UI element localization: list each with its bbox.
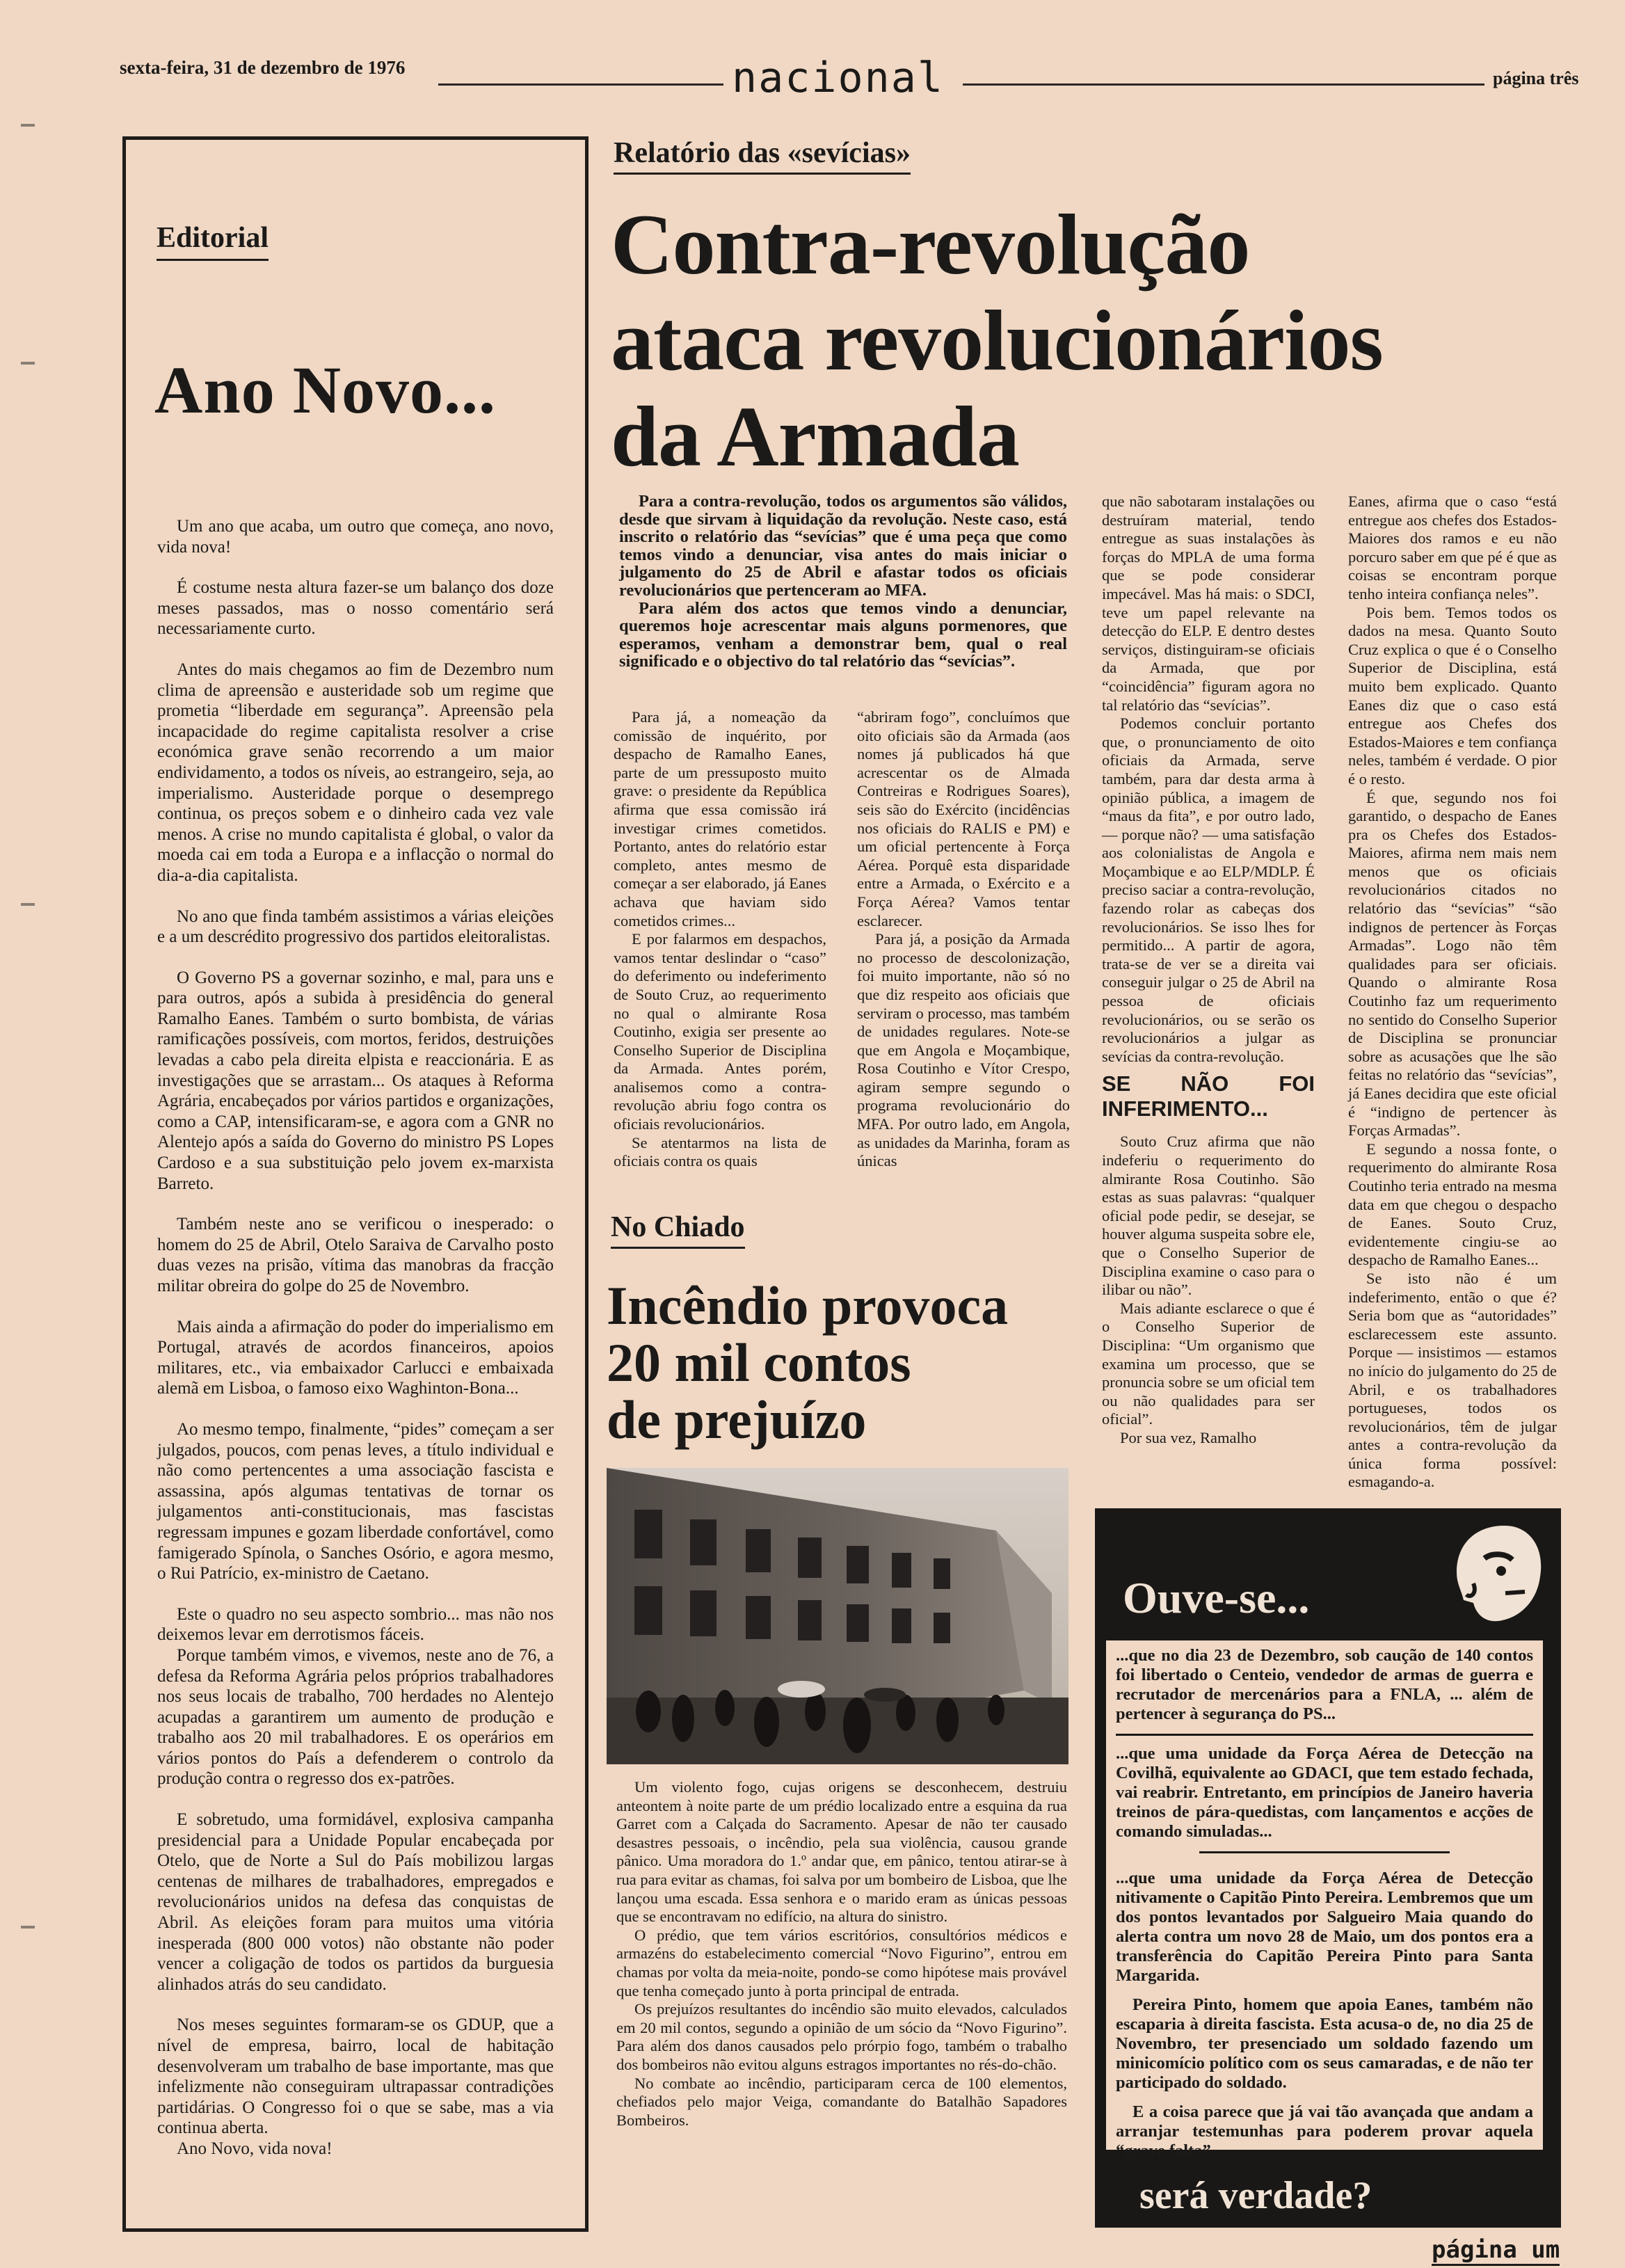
editorial-paragraph: Mais ainda a afirmação do poder do imperialismo em Portugal, através de acordos financeiros, apoios militares, etc., via embaixador Carlucci e embaixada alemã em Lisboa, o famoso eixo Waghinton-Bona... [157, 1317, 554, 1398]
story-paragraph: Mais adiante esclarece o que é o Conselho Superior de Disciplina: “Um organismo que examina um processo, que se pronuncia sobre se um oficial tem ou não qualidades para ser oficial”. [1102, 1299, 1315, 1428]
story-paragraph: que não sabotaram instalações ou destruíram material, tendo entregue as suas instalações às forças do MPLA de uma forma que se pode considerar impecável. Mas há mais: o SDCI, teve um papel relevante na detecção do ELP. E dentro destes serviços, distinguiram-se oficiais da Armada, que por “coincidência” figuram agora no tal relatório das “sevícias”. [1102, 493, 1315, 714]
headline-line: da Armada [611, 389, 1019, 484]
headline-line: de prejuízo [607, 1389, 867, 1450]
story-paragraph: Um violento fogo, cujas origens se desconhecem, destruiu anteontem à noite parte de um prédio localizado entre a esquina da rua Garret com a Calçada do Sacramento. Apesar de não ter causado desastres pessoais, o incêndio, pela sua violência, causou grande pânico. Uma moradora do 1.º andar que, em pânico, tentou atirar-se à rua para evitar as chamas, foi salva por um bombeiro de Lisboa, que lhe lançou uma escada. Essa senhora e o marido eram as únicas pessoas que se encontravam no edifício, na altura do sinistro. [616, 1778, 1067, 1926]
ouve-se-box [1095, 1508, 1561, 2228]
binding-mark [21, 903, 35, 906]
ouve-se-item: Pereira Pinto, homem que apoia Eanes, também não escaparia à direita fascista. Esta acusa-o de, no dia 25 de Novembro, ter presenciado um soldado fazendo um minicomício político com os seus camaradas, e de não ter participado do soldado. [1116, 1995, 1533, 2092]
main-story-column-4 [1348, 493, 1557, 1492]
story-paragraph: Eanes, afirma que o caso “está entregue aos chefes dos Estados-Maiores dos ramos e eu não porcuro saber em que pé é que as coisas se encontram porque tenho inteira confiança neles”. [1348, 493, 1557, 602]
binding-mark [21, 362, 35, 365]
ouve-se-content [1106, 1640, 1543, 2160]
editorial-body [157, 516, 554, 2180]
editorial-paragraph: Ano Novo, vida nova! [177, 2139, 333, 2158]
binding-mark [21, 1926, 35, 1928]
editorial-title: Ano Novo... [154, 353, 497, 427]
lead-paragraph: Para a contra-revolução, todos os argumentos são válidos, desde que sirvam à liquidação da revolução. Neste caso, está inscrito o relatório das “sevícias” que é uma peça que como temos vindo a denunciar, visa antes do mais iniciar o julgamento do 25 de Abril e afastar todos os oficiais revolucionários que pertenceram ao MFA. [619, 492, 1067, 600]
headline-line: Contra-revolução [611, 197, 1250, 292]
main-story-column-3 [1102, 493, 1315, 1448]
story-paragraph: O prédio, que tem vários escritórios, consultórios médicos e armazéns do estabelecimento comercial “Novo Figurino”, entrou em chamas por volta da meia-noite, pondo-se como hipótese mais provável que tenha começado junto à porta principal de entrada. [616, 1926, 1067, 1999]
editorial-paragraph: E sobretudo, uma formidável, explosiva campanha presidencial para a Unidade Popular encabeçada por Otelo, que de Norte a Sul do País mobilizou largas centenas de milhares de trabalhadores, empregados e revolucionários unidos na defesa das conquistas de Abril. As eleições foram para muitos uma vitória inesperada (800 000 votos) não obstante não poder vencer a coligação de todos os partidos da burguesia alinhados atrás do seu candidato. [157, 1810, 554, 1994]
lead-paragraph: Para além dos actos que temos vindo a denunciar, queremos hoje acrescentar mais alguns pormenores, que esperamos, venham a demonstrar bem, qual o real significado e o objectivo do tal relatório das “sevícias”. [619, 598, 1067, 671]
ouve-se-item: ...que uma unidade da Força Aérea de Detecção na Covilhã, equivalente ao GDACI, que tem estado fechada, vai reabrir. Entretanto, em princípios de Janeiro haveria treinos de pára-quedistas, com lançamentos e acções de comando simuladas... [1116, 1744, 1533, 1841]
editorial-paragraph: Nos meses seguintes formaram-se os GDUP, que a nível de empresa, bairro, local de habitação desenvolveram um trabalho de base importante, mas que infelizmente não conseguiram ultrapassar contradições partidárias. O Congresso foi o que se sabe, mas a via continua aberta. [157, 2015, 554, 2138]
ouve-se-divider [1199, 1851, 1450, 1853]
main-story-headline [611, 197, 1383, 484]
story-paragraph: Para já, a posição da Armada no processo de descolonização, foi muito importante, não só no que diz respeito aos oficiais que serviram o processo, mas também de unidades regulares. Note-se que em Angola e Moçambique, Rosa Coutinho e Vítor Crespo, agiram sempre segundo o programa revolucionário do MFA. Por outro lado, em Angola, as unidades da Marinha, foram as únicas [857, 930, 1070, 1170]
page-label: página três [1493, 68, 1579, 88]
section-name: nacional [732, 54, 944, 102]
header-rule-left [438, 83, 723, 86]
main-story-column-1 [614, 708, 826, 1171]
headline-line: ataca revolucionários [611, 293, 1383, 388]
story-paragraph: É que, segundo nos foi garantido, o despacho de Eanes pra os Chefes dos Estados-Maiores, afirma nem mais nem menos que os oficiais revolucionários citados no relatório das “sevícias” “são indignos de pertencer às Forças Armadas”. Logo não têm qualidades para ser oficiais. Quando o almirante Rosa Coutinho faz um requerimento no sentido do Conselho Superior de Disciplina se pronunciar sobre as acusações que lhe são feitas no relatório das “sevícias”, já Eanes decidira que este oficial é “indigno de pertencer às Forças Armadas”. [1348, 788, 1557, 1140]
editorial-paragraph: O Governo PS a governar sozinho, e mal, para uns e para outros, após a subida à presidência do general Ramalho Eanes. Também o surto bombista, de várias ramificações possíveis, com mortos, feridos, destruições levadas a cabo pela direita elpista e reaccionária. E as investigações que se arrastam... Os ataques à Reforma Agrária, encabeçados por vários partidos e organizações, como a CAP, intensificaram-se, e agora com a GNR no Alentejo após a saída do Governo do ministro PS Lopes Cardoso e a sua substituição pelo jovem ex-marxista Barreto. [157, 968, 554, 1193]
story-paragraph: Se atentarmos na lista de oficiais contra os quais [614, 1133, 826, 1170]
headline-line: 20 mil contos [607, 1332, 911, 1393]
story-paragraph: Para já, a nomeação da comissão de inquérito, por despacho de Ramalho Eanes, parte de um pressuposto muito grave: o presidente da República afirma que essa comissão irá investigar crimes cometidos. Portanto, antes do relatório estar completo, antes mesmo de começar a ser elaborado, já Eanes achava que haviam sido cometidos crimes... [614, 708, 826, 929]
editorial-paragraph: No ano que finda também assistimos a várias eleições e a um descrédito progressivo dos partidos eleitoralistas. [157, 907, 554, 947]
editorial-paragraph: Porque também vimos, e vivemos, neste ano de 76, a defesa da Reforma Agrária pelos próprios trabalhadores nos seus locais de trabalho, 700 herdades no Alentejo acupadas a garantirem um aumento de produção e trabalho aos 20 mil trabalhadores. E os operários em vários pontos do País a defenderem o controlo da produção contra o regresso dos ex-patrões. [157, 1645, 554, 1789]
story-paragraph: Podemos concluir portanto que, o pronunciamento de oito oficiais da Armada, serve também, para dar desta arma à opinião pública, a imagem de “maus da fita”, e por outro lado, — porque não? — uma satisfação aos colonialistas de Angola e Moçambique e ao ELP/MDLP. É preciso saciar a contra-revolução, fazendo rolar as cabeças dos revolucionários. Se isso lhes for permitido... A partir de agora, trata-se de ver se a direita vai conseguir julgar o 25 de Abril na pessoa de oficiais revolucionários, ou se serão os revolucionários a julgar as sevícias da contra-revolução. [1102, 714, 1315, 1065]
story-paragraph: “abriram fogo”, concluímos que oito oficiais são da Armada (aos nomes já publicados há que acrescentar os de Almada Contreiras e Rodrigues Soares), seis são do Exército (incidências nos oficiais do RALIS e PM) e um oficial pertencente à Força Aérea. Porquê esta disparidade entre a Armada, o Exército e a Força Aérea? Vamos tentar esclarecer. [857, 708, 1070, 929]
story-paragraph: Os prejuízos resultantes do incêndio são muito elevados, calculados em 20 mil contos, segundo a opinião de um sócio da “Novo Figurino”. Para além dos danos causados pelo prórpio fogo, também o trabalho dos bombeiros não evitou alguns estragos importantes no rés-do-chão. [616, 2000, 1067, 2073]
fire-story-kicker: No Chiado [611, 1211, 745, 1249]
binding-mark [21, 124, 35, 127]
editorial-paragraph: Também neste ano se verificou o inesperado: o homem do 25 de Abril, Otelo Saraiva de Carvalho posto duas vezes na prisão, vítima das manobras da fracção militar obreira do golpe do 25 de Novembro. [157, 1215, 554, 1295]
continuation-label: página um [1432, 2236, 1560, 2266]
fire-story-headline [607, 1275, 1009, 1450]
ouve-se-title: Ouve-se... [1123, 1573, 1310, 1622]
ouve-se-footer: será verdade? [1139, 2174, 1372, 2217]
story-paragraph: Por sua vez, Ramalho [1120, 1428, 1257, 1446]
ouve-se-item: ...que no dia 23 de Dezembro, sob caução de 140 contos foi libertado o Centeio, vendedor de armas de guerra e recrutador de mercenários para a FNLA, ... além de pertencer à segurança do PS... [1116, 1646, 1533, 1723]
main-story-column-2 [857, 708, 1070, 1171]
editorial-paragraph: Antes do mais chegamos ao fim de Dezembro num clima de apreensão e austeridade sob um regime que prometia “liberdade em segurança”. Apreensão pela incapacidade do regime capitalista resolver a crise económica grave senão recorrendo a um maior endividamento, a todos os níveis, ao estrangeiro, seja, ao imperialismo. Austeridade porque o desemprego continua, os preços sobem e o dinheiro cada vez vale menos. A crise no mundo capitalista é global, o valor da moeda cai em toda a Europa e a inflacção o normal do dia-a-dia capitalista. [157, 660, 554, 885]
story-paragraph: Se isto não é um indeferimento, então o que é? Seria bom que as “autoridades” esclarecessem este assunto. Porque — insistimos — estamos no início do julgamento do 25 de Abril, e os trabalhadores portugueses, todos os revolucionários, têm de julgar antes a contra-revolução da única forma possível: esmagando-a. [1348, 1269, 1557, 1491]
story-paragraph: Pois bem. Temos todos os dados na mesa. Quanto Souto Cruz explica o que é o Conselho Superior de Disciplina, está muito bem explicado. Quanto Eanes diz que o caso está entregue aos Chefes dos Estados-Maiores e tem confiança neles, também é verdade. O pior é o resto. [1348, 603, 1557, 788]
story-paragraph: No combate ao incêndio, participaram cerca de 100 elementos, chefiados pelo major Veiga, comandante do Batalhão Sapadores Bombeiros. [616, 2074, 1067, 2129]
editorial-paragraph: Um ano que acaba, um outro que começa, ano novo, vida nova! [157, 517, 554, 557]
editorial-paragraph: Este o quadro no seu aspecto sombrio... mas não nos deixemos levar em derrotismos fáceis. [157, 1604, 554, 1645]
story-paragraph: E segundo a nossa fonte, o requerimento do almirante Rosa Coutinho teria entrado na mesma data em que chegou o despacho de Eanes. Souto Cruz, evidentemente cingiu-se ao despacho de Ramalho Eanes... [1348, 1140, 1557, 1269]
headline-line: Incêndio provoca [607, 1275, 1009, 1336]
editorial-paragraph: Ao mesmo tempo, finalmente, “pides” começam a ser julgados, poucos, com penas leves, a título individual e não como pertencentes a uma associação fascista e assassina, após algumas tentativas de tornar os julgamentos anti-constitucionais, mas fascistas regressam impunes e gozam liberdade confortável, como famigerado Spínola, o Sanches Osório, e agora mesmo, o Rui Patrício, ex-ministro de Caetano. [157, 1419, 554, 1583]
ouve-se-item: ...que uma unidade da Força Aérea de Detecção nitivamente o Capitão Pinto Pereira. Lembremos que um dos pontos levantados por Salgueiro Maia quando do alerta contra um novo 28 de Maio, um dos pontos era a transferência do Capitão Pereira Pinto para Santa Margarida. [1116, 1869, 1533, 1985]
main-story-kicker: Relatório das «sevícias» [614, 136, 911, 175]
story-paragraph: Souto Cruz afirma que não indeferiu o requerimento do almirante Rosa Coutinho. São estas as suas palavras: “qualquer oficial pode pedir, se desejar, se houver alguma suspeita sobre ele, que o Conselho Superior de Disciplina examine o caso para o ilibar ou não”. [1102, 1133, 1315, 1299]
editorial-paragraph: É costume nesta altura fazer-se um balanço dos doze meses passados, mas o nosso comentário será necessariamente curto. [157, 578, 554, 639]
story-paragraph: E por falarmos em despachos, vamos tentar deslindar o “caso” do deferimento ou indeferimento de Souto Cruz, ao requerimento no qual o almirante Rosa Coutinho, exigia ser presente ao Conselho Superior de Disciplina da Armada. Antes porém, analisemos como a contra-revolução abriu fogo contra os oficiais revolucionários. [614, 930, 826, 1133]
issue-date: sexta-feira, 31 de dezembro de 1976 [120, 57, 406, 78]
ouve-se-item: E a coisa parece que já vai tão avançada que andam a arranjar testemunhas para poderem provar aquela “grave falta”... [1116, 2102, 1533, 2160]
editorial-kicker: Editorial [157, 221, 269, 261]
fire-photo [607, 1468, 1068, 1764]
ouve-se-divider [1116, 1734, 1533, 1736]
main-story-lead [619, 493, 1067, 671]
listening-face-icon [1443, 1517, 1547, 1628]
header-rule-right [963, 83, 1484, 86]
street-photo-image [607, 1468, 1068, 1764]
story-subhead: SE NÃO FOI INFERIMENTO... [1102, 1071, 1315, 1121]
fire-story-body [616, 1778, 1067, 2130]
